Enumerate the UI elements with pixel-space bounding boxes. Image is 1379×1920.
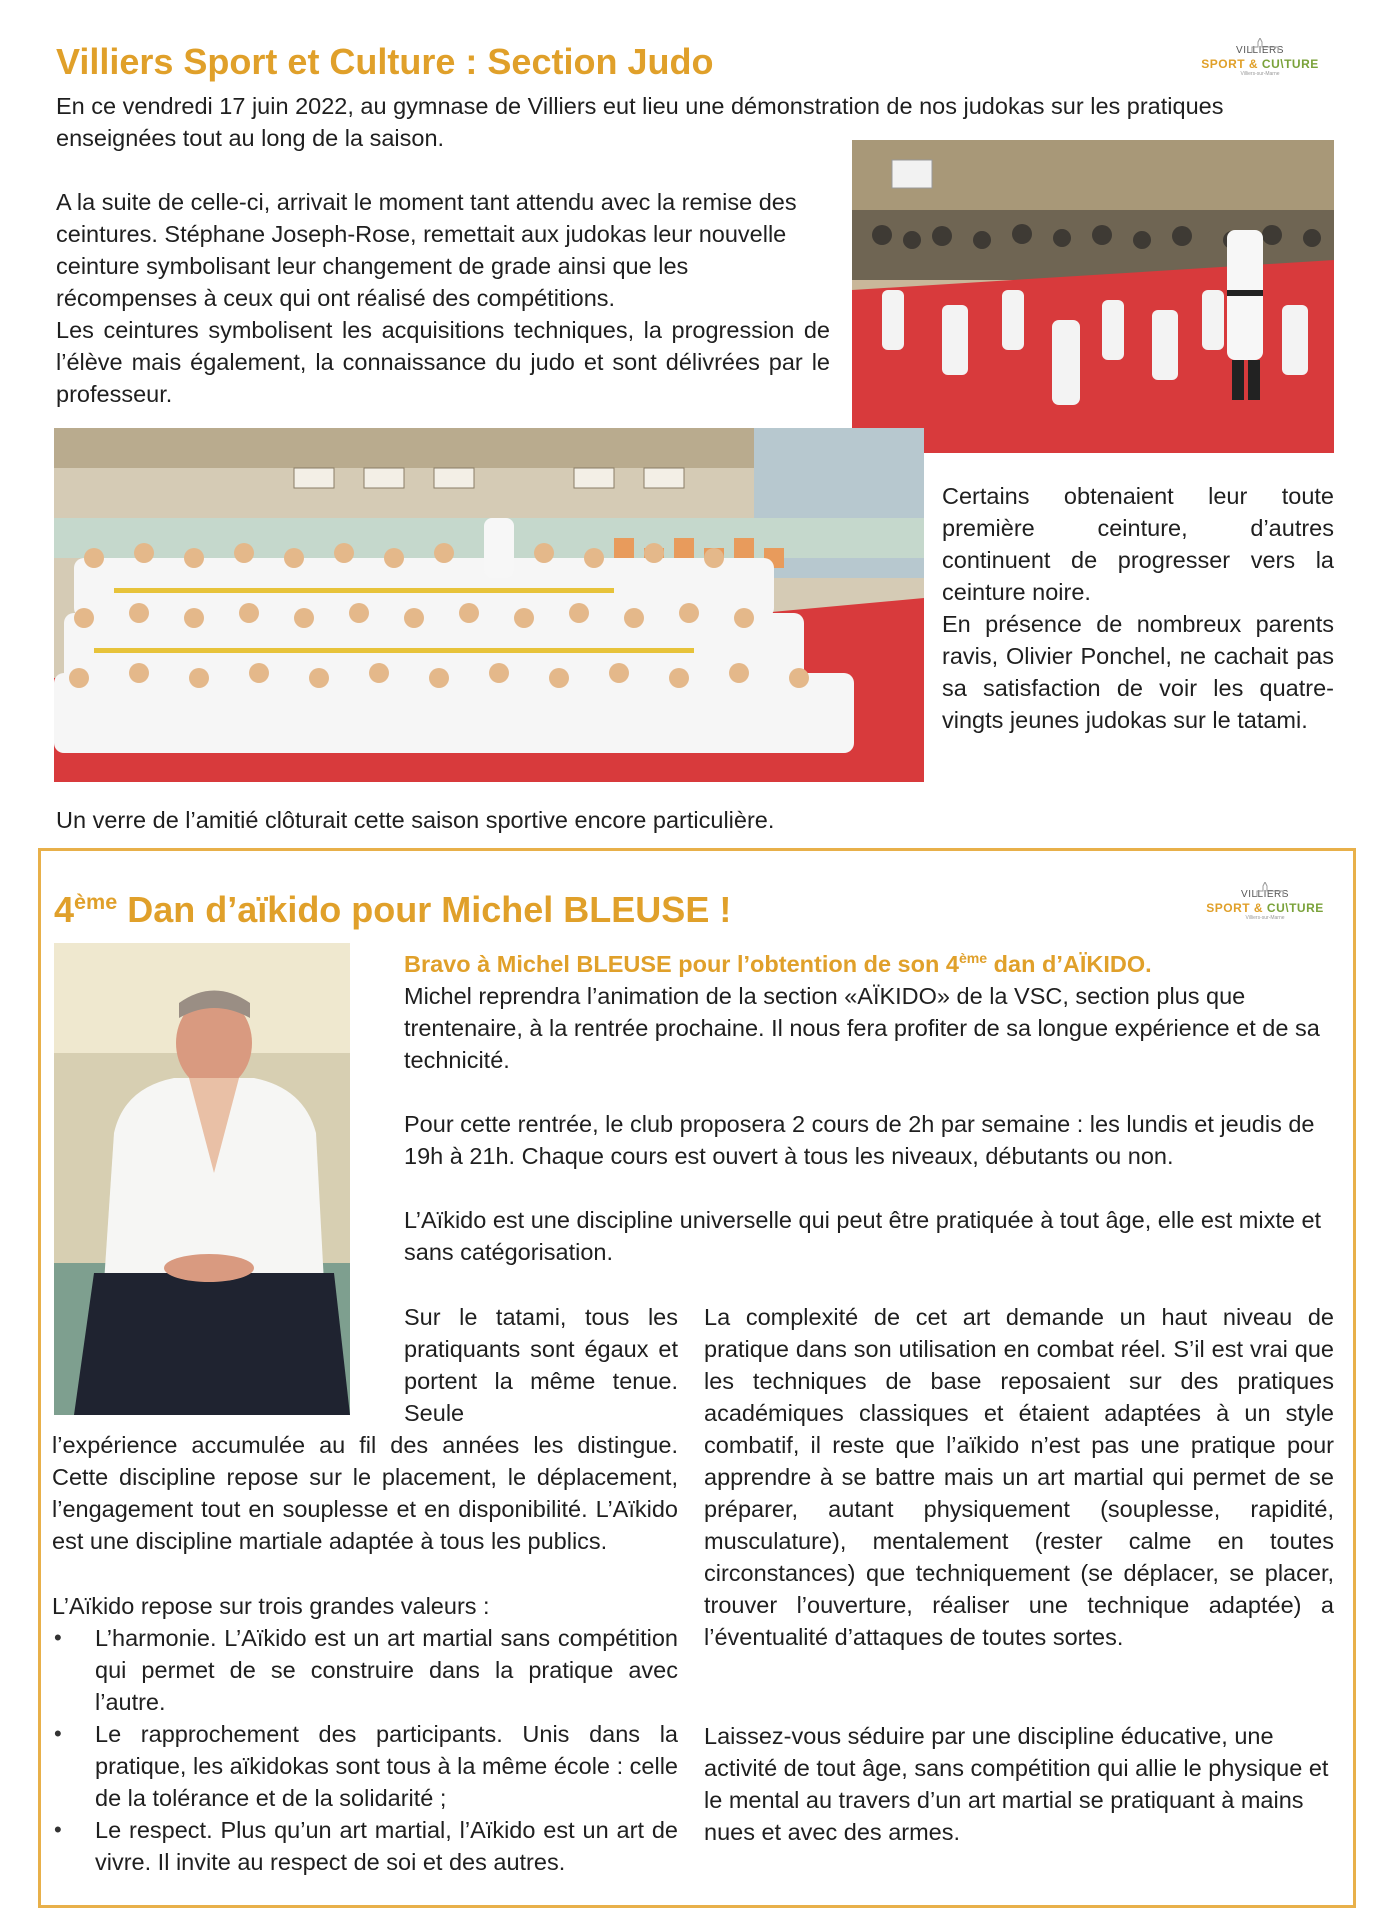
judo-para2: Les ceintures symbolisent les acquisitions techniques, la progression de l’élève mais également, la connaissance du judo et sont délivrées par le professeur. xyxy=(56,317,830,407)
vsc-logo xyxy=(1195,46,1325,86)
aikido-values-intro: L’Aïkido repose sur trois grandes valeurs : xyxy=(52,1593,490,1619)
judo-title: Villiers Sport et Culture : Section Judo xyxy=(56,41,714,82)
church-outline-icon xyxy=(1255,882,1285,898)
logo-brand xyxy=(1200,902,1330,914)
logo-village: VILLIERS xyxy=(1241,889,1289,900)
logo-brand xyxy=(1195,58,1325,70)
aikido-title-sup: ème xyxy=(74,889,118,914)
aikido-left-b: l’expérience accumulée au fil des années les distingue. Cette discipline repose sur le placement, le déplacement, l’engagement tout en souplesse et en disponibilité. L’Aïkido est une discipline martiale adaptée à tous les publics. xyxy=(52,1432,678,1554)
value-item-harmonie: • L’harmonie. L’Aïkido est un art martial sans compétition qui permet de se construire dans la pratique avec l’autre. xyxy=(52,1622,678,1718)
aikido-title xyxy=(54,890,731,930)
value-item-rapprochement: • Le rapprochement des participants. Unis dans la pratique, les aïkidokas sont tous à la même école : celle de la tolérance et de la solidarité ; xyxy=(52,1718,678,1814)
logo-brand-b: CU\TURE xyxy=(1266,901,1324,915)
value-item-respect: • Le respect. Plus qu’un art martial, l’Aïkido est un art de vivre. Il invite au respect de soi et des autres. xyxy=(52,1814,678,1878)
aikido-para2: Pour cette rentrée, le club proposera 2 cours de 2h par semaine : les lundis et jeudis de 19h à 21h. Chaque cours est ouvert à tous les niveaux, débutants ou non. xyxy=(404,1111,1315,1169)
aikido-right-1: La complexité de cet art demande un haut niveau de pratique dans son utilisation en combat réel. S’il est vrai que les techniques de base reposaient sur des pratiques académiques classiques et étaient adaptées à un style combatif, il reste que l’aïkido n’est pas une pratique pour apprendre à se battre mais un art martial qui permet de se préparer, autant physiquement (souplesse, rapidité, musculature), mentalement (rester calme en toutes circonstances) que techniquement (se déplacer, se placer, trouver l’ouverture, réaliser une technique adaptée) a l’éventualité d’attaques de toutes sortes. xyxy=(704,1304,1334,1650)
aikido-para3: L’Aïkido est une discipline universelle qui peut être pratiquée à tout âge, elle est mixte et sans catégorisation. xyxy=(404,1207,1322,1265)
judo-group-photo xyxy=(54,428,924,782)
judo-intro: En ce vendredi 17 juin 2022, au gymnase de Villiers eut lieu une démonstration de nos judokas sur les pratiques enseignées tout au long de la saison. xyxy=(56,93,1224,151)
judo-para3: Certains obtenaient leur toute première ceinture, d’autres continuent de progresser vers la ceinture noire. xyxy=(942,483,1334,605)
logo-tag: Villiers-sur-Marne xyxy=(1240,71,1280,77)
judo-para1: A la suite de celle-ci, arrivait le moment tant attendu avec la remise des ceintures. Stéphane Joseph-Rose, remettait aux judokas leur nouvelle ceinture symbolisant leur changement de grade ainsi que les récompenses à ceux qui ont réalisé des compétitions. xyxy=(56,189,797,311)
aikido-title-rest: Dan d’aïkido pour Michel BLEUSE ! xyxy=(117,889,732,930)
bravo-sup: ème xyxy=(958,950,988,967)
church-outline-icon xyxy=(1250,38,1280,54)
bravo-line xyxy=(404,948,1152,980)
logo-brand-a: SPORT & xyxy=(1206,901,1267,915)
logo-brand-b: CU\TURE xyxy=(1261,57,1319,71)
logo-village: VILLIERS xyxy=(1236,45,1284,56)
bravo-a: Bravo à Michel BLEUSE pour l’obtention de son 4 xyxy=(404,951,959,977)
aikido-title-num: 4 xyxy=(54,889,75,930)
aikido-values-list xyxy=(52,1622,678,1878)
aikido-para1: Michel reprendra l’animation de la section «AÏKIDO» de la VSC, section plus que trentenaire, à la rentrée prochaine. Il nous fera profiter de sa longue expérience et de sa technicité. xyxy=(404,983,1320,1073)
judo-closing: Un verre de l’amitié clôturait cette saison sportive encore particulière. xyxy=(56,807,775,833)
michel-bleuse-photo xyxy=(54,943,350,1415)
bravo-b: dan d’AÏKIDO. xyxy=(987,951,1152,977)
aikido-frame-top xyxy=(38,848,1356,851)
vsc-logo-2 xyxy=(1200,890,1330,930)
aikido-right-2: Laissez-vous séduire par une discipline éducative, une activité de tout âge, sans compétition qui allie le physique et le mental au travers d’un art martial se pratiquant à mains nues et avec des armes. xyxy=(704,1723,1329,1845)
aikido-left-a: Sur le tatami, tous les pratiquants sont égaux et portent la même tenue. Seule xyxy=(404,1304,678,1426)
judo-para4: En présence de nombreux parents ravis, Olivier Ponchel, ne cachait pas sa satisfaction de voir les quatre-vingts jeunes judokas sur le tatami. xyxy=(942,611,1334,733)
logo-tag: Villiers-sur-Marne xyxy=(1245,915,1285,921)
judo-training-photo xyxy=(852,140,1334,453)
logo-brand-a: SPORT & xyxy=(1201,57,1262,71)
